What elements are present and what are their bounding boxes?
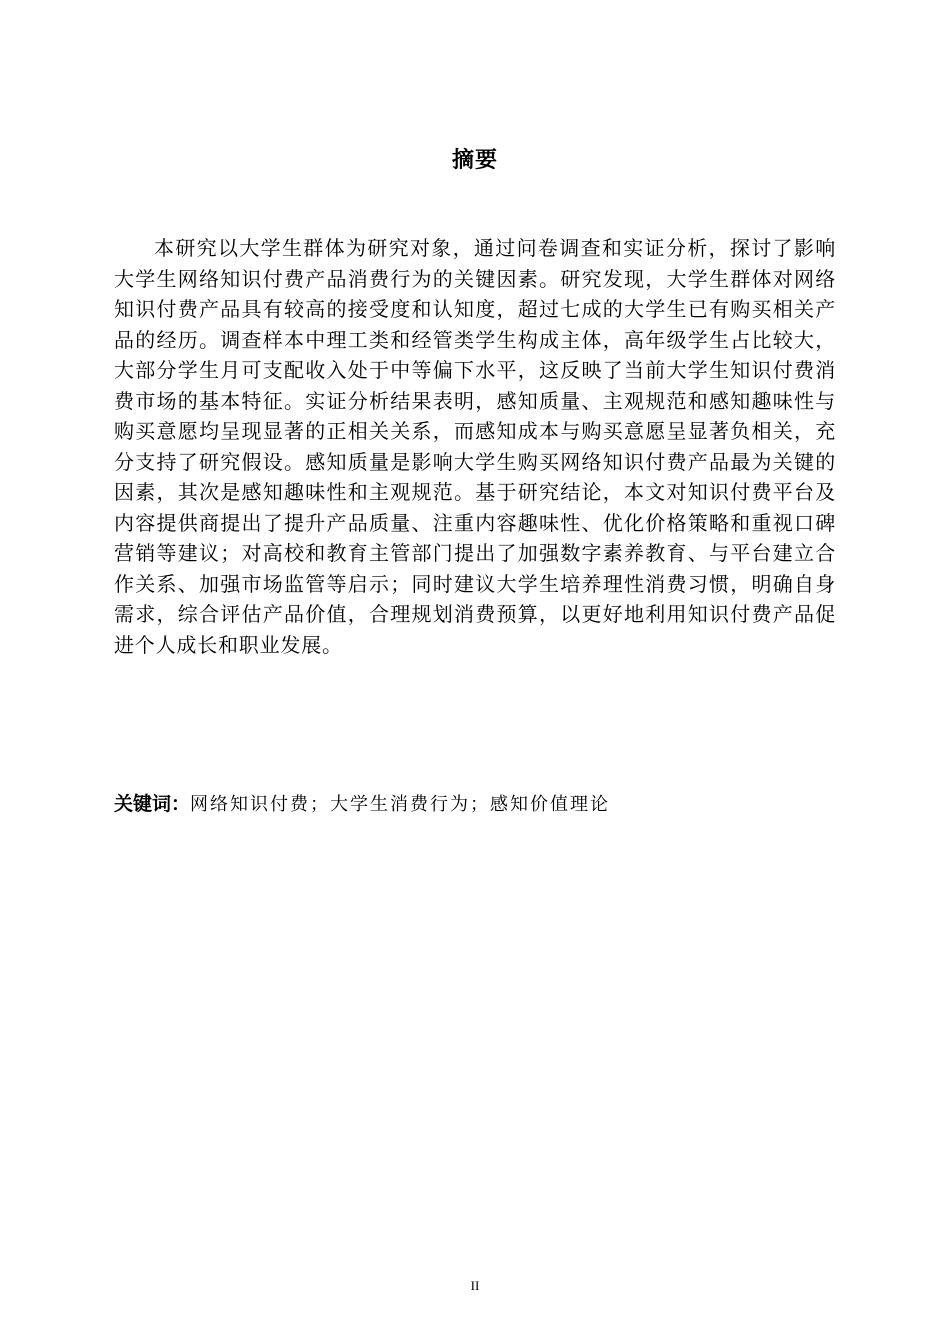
keywords-text: 网络知识付费；大学生消费行为；感知价值理论: [190, 794, 611, 815]
page-title: 摘要: [451, 148, 498, 173]
keywords-label: 关键词：: [114, 793, 191, 815]
abstract-paragraph: 本研究以大学生群体为研究对象，通过问卷调查和实证分析，探讨了影响大学生网络知识付费产品消费行为的关键因素。研究发现，大学生群体对网络知识付费产品具有较高的接受度和认知度，超过七成的大学生已有购买相关产品的经历。调查样本中理工类和经管类学生构成主体，高年级学生占比较大，大部分学生月可支配收入处于中等偏下水平，这反映了当前大学生知识付费消费市场的基本特征。实证分析结果表明，感知质量、主观规范和感知趣味性与购买意愿均呈现显著的正相关关系，而感知成本与购买意愿呈显著负相关，充分支持了研究假设。感知质量是影响大学生购买网络知识付费产品最为关键的因素，其次是感知趣味性和主观规范。基于研究结论，本文对知识付费平台及内容提供商提出了提升产品质量、注重内容趣味性、优化价格策略和重视口碑营销等建议；对高校和教育主管部门提出了加强数字素养教育、与平台建立合作关系、加强市场监管等启示；同时建议大学生培养理性消费习惯，明确自身需求，综合评估产品价值，合理规划消费预算，以更好地利用知识付费产品促进个人成长和职业发展。: [114, 236, 836, 657]
page-number: II: [470, 1278, 480, 1293]
keywords-line: [114, 790, 836, 819]
